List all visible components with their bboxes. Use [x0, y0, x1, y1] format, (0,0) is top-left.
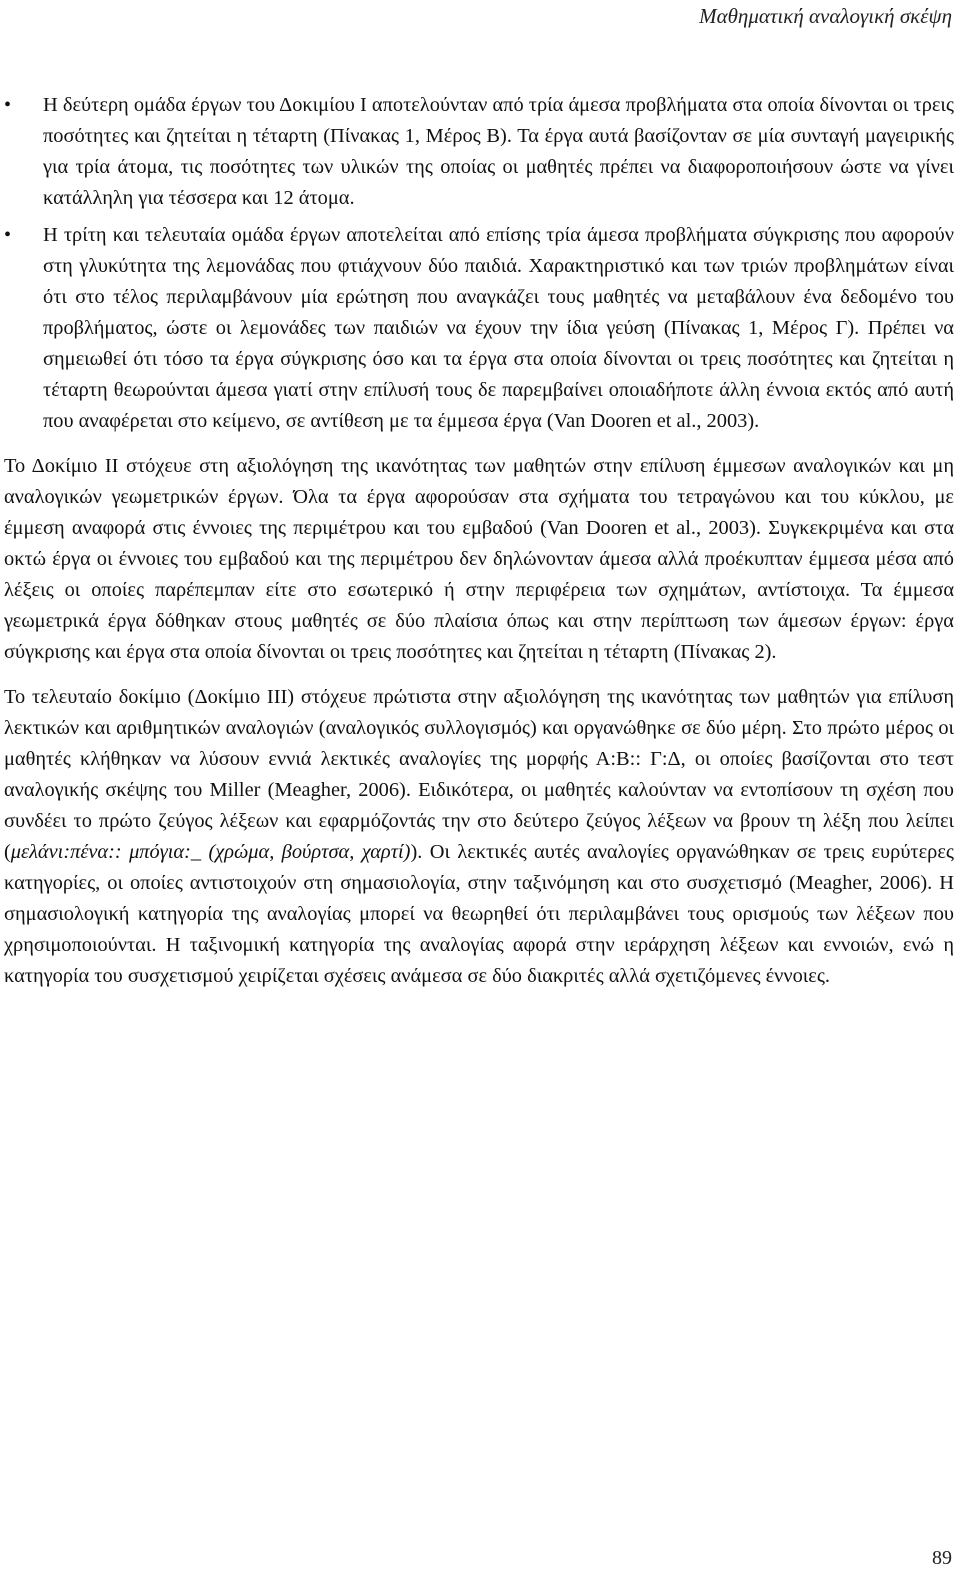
- bullet-text: Η δεύτερη ομάδα έργων του Δοκιμίου Ι αποτελούνταν από τρία άμεσα προβλήματα στα οποία δίνονται οι τρεις ποσότητες και ζητείται η τέταρτη (Πίνακας 1, Μέρος Β). Τα έργα αυτά βασίζονταν σε μία συνταγή μαγειρικής για τρία άτομα, τις ποσότητες των υλικών της οποίας οι μαθητές πρέπει να διαφοροποιήσουν ώστε να γίνει κατάλληλη για τέσσερα και 12 άτομα.: [43, 94, 954, 209]
- paragraph-text: Το τελευταίο δοκίμιο (Δοκίμιο ΙΙΙ) στόχευε πρώτιστα στην αξιολόγηση της ικανότητας των μαθητών για επίλυση λεκτικών και αριθμητικών αναλογιών (αναλογικός συλλογισμός) και οργανώθηκε σε δύο μέρη. Στο πρώτο μέρος οι μαθητές κλήθηκαν να λύσουν εννιά λεκτικές αναλογίες της μορφής Α:Β:: Γ:Δ, οι οποίες βασίζονται στο τεστ αναλογικής σκέψης του Miller (Meagher, 2006). Ειδικότερα, οι μαθητές καλούνταν να εντοπίσουν τη σχέση που συνδέει το πρώτο ζεύγος λέξεων και εφαρμόζοντάς την στο δεύτερο ζεύγος λέξεων να βρουν τη λέξη που λείπει (: [4, 686, 954, 863]
- bullet-item-1: [4, 90, 954, 214]
- document-body: [4, 90, 954, 992]
- running-header: Μαθηματική αναλογική σκέψη: [699, 4, 952, 28]
- bullet-text: Η τρίτη και τελευταία ομάδα έργων αποτελείται από επίσης τρία άμεσα προβλήματα σύγκρισης που αφορούν στη γλυκύτητα της λεμονάδας που φτιάχνουν δύο παιδιά. Χαρακτηριστικό και των τριών προβλημάτων είναι ότι στο τέλος περιλαμβάνουν μία ερώτηση που αναγκάζει τους μαθητές να μεταβάλουν ένα δεδομένο του προβλήματος, ώστε οι λεμονάδες των παιδιών να έχουν την ίδια γεύση (Πίνακας 1, Μέρος Γ). Πρέπει να σημειωθεί ότι τόσο τα έργα σύγκρισης όσο και τα έργα στα οποία δίνονται οι τρεις ποσότητες και ζητείται η τέταρτη θεωρούνται άμεσα γιατί στην επίλυσή τους δε παρεμβαίνει οποιαδήποτε άλλη έννοια εκτός από αυτή που αναφέρεται στο κείμενο, σε αντίθεση με τα έμμεσα έργα (Van Dooren et al., 2003).: [43, 224, 954, 432]
- paragraph-dokimio-2: Το Δοκίμιο ΙΙ στόχευε στη αξιολόγηση της ικανότητας των μαθητών στην επίλυση έμμεσων αναλογικών και μη αναλογικών γεωμετρικών έργων. Όλα τα έργα αφορούσαν στα σχήματα του τετραγώνου και του κύκλου, με έμμεση αναφορά στις έννοιες της περιμέτρου και του εμβαδού (Van Dooren et al., 2003). Συγκεκριμένα και στα οκτώ έργα οι έννοιες του εμβαδού και της περιμέτρου δεν δηλώνονταν άμεσα αλλά προέκυπταν έμμεσα μέσα από λέξεις οι οποίες παρέπεμπαν είτε στο εσωτερικό ή στην περιφέρεια των σχημάτων, αντίστοιχα. Τα έμμεσα γεωμετρικά έργα δόθηκαν στους μαθητές σε δύο πλαίσια όπως και στην περίπτωση των άμεσων έργων: έργα σύγκρισης και έργα στα οποία δίνονται οι τρεις ποσότητες και ζητείται η τέταρτη (Πίνακας 2).: [4, 455, 954, 663]
- page-number: 89: [932, 1547, 952, 1569]
- paragraph-dokimio-3: [4, 682, 954, 992]
- bullet-item-2: [4, 220, 954, 437]
- bullet-icon: •: [4, 224, 12, 246]
- bullet-icon: •: [4, 94, 12, 116]
- paragraph-text: ). Οι λεκτικές αυτές αναλογίες οργανώθηκαν σε τρεις ευρύτερες κατηγορίες, οι οποίες αντιστοιχούν στη σημασιολογία, στην ταξινόμηση και στο συσχετισμό (Meagher, 2006). Η σημασιολογική κατηγορία της αναλογίας μπορεί να θεωρηθεί ότι περιλαμβάνει τους ορισμούς των λέξεων που χρησιμοποιούνται. Η ταξινομική κατηγορία της αναλογίας αφορά στην ιεράρχηση λέξεων και εννοιών, ενώ η κατηγορία του συσχετισμού χειρίζεται σχέσεις ανάμεσα σε δύο διακριτές αλλά σχετιζόμενες έννοιες.: [4, 841, 954, 987]
- example-analogy: μελάνι:πένα:: μπόγια:_ (χρώμα, βούρτσα, χαρτί): [10, 841, 411, 863]
